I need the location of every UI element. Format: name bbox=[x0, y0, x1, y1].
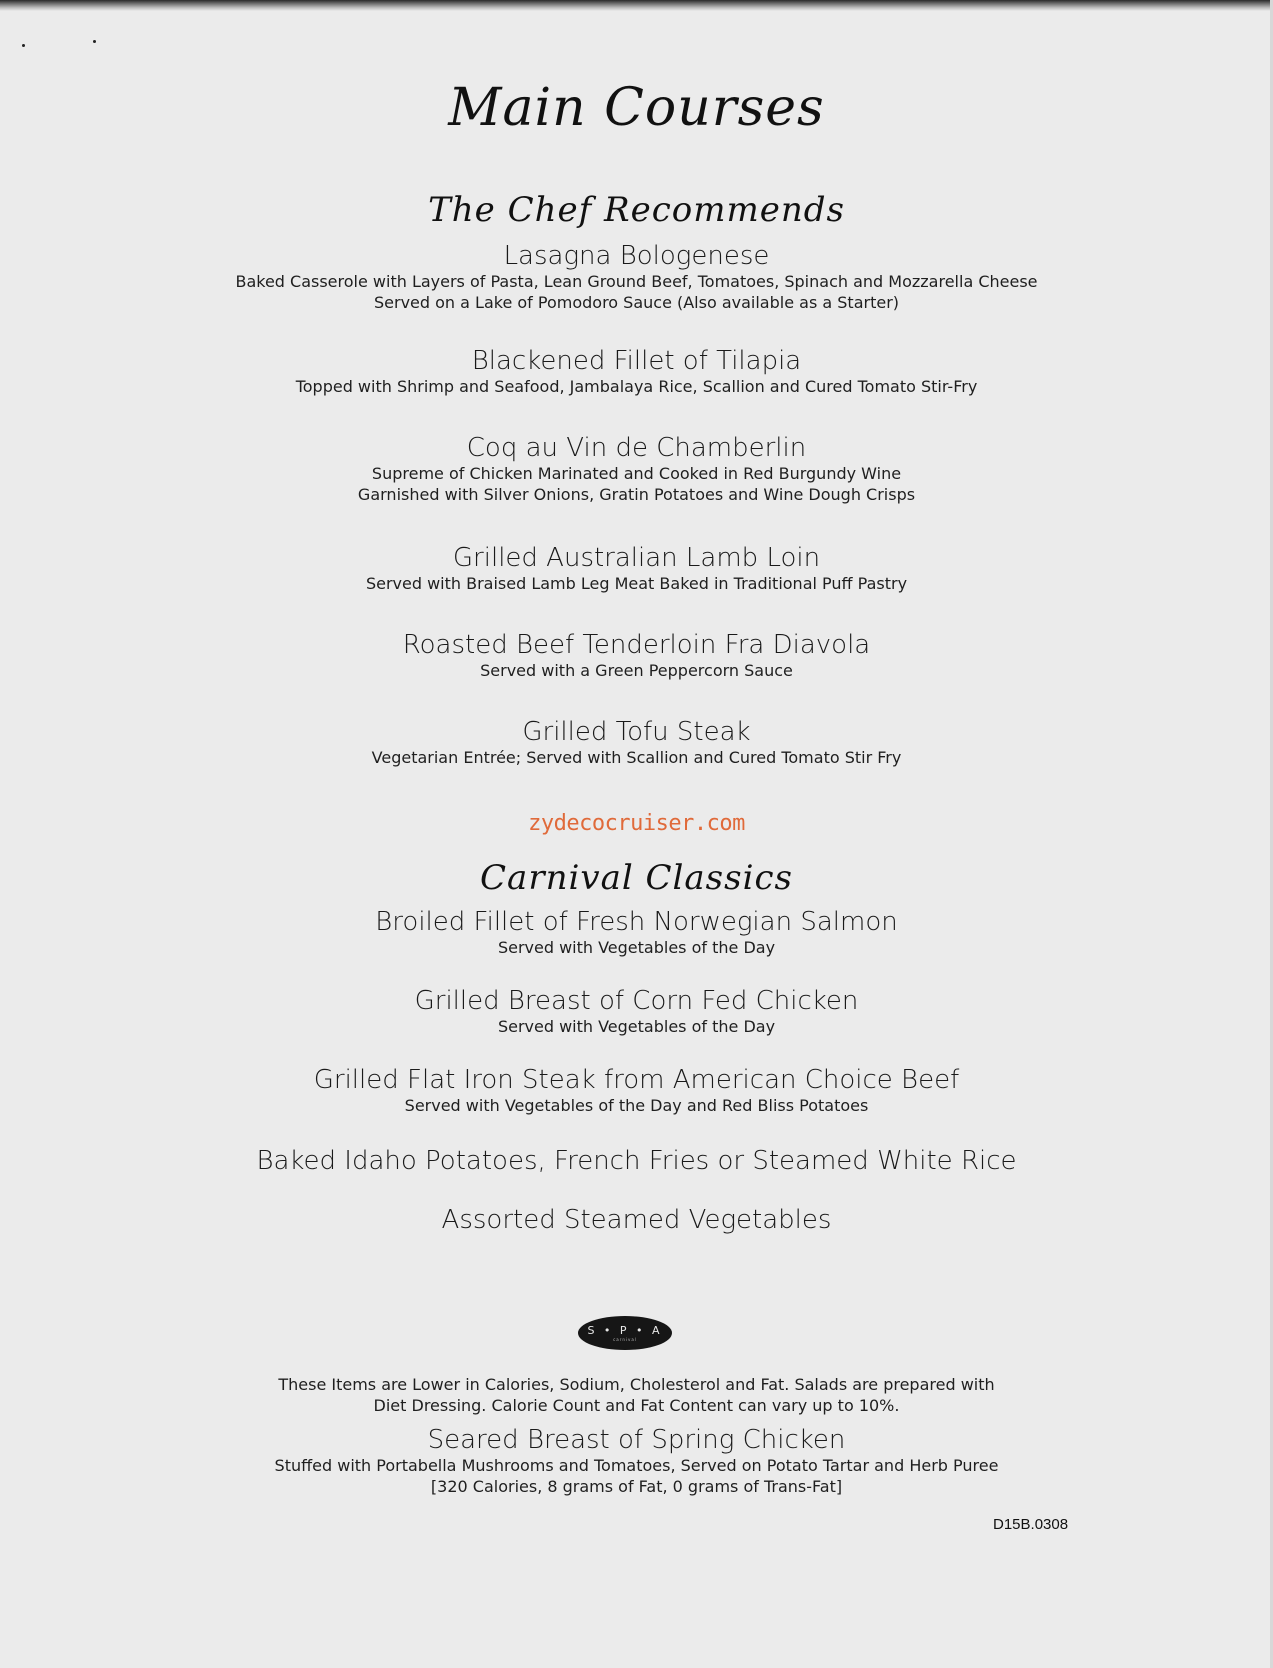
dish-description: Served on a Lake of Pomodoro Sauce (Also available as a Starter) bbox=[373, 293, 900, 312]
dish-name: Blackened Fillet of Tilapia bbox=[471, 346, 802, 376]
menu-item bbox=[0, 986, 1273, 1037]
dish-description: Served with Vegetables of the Day and Red Bliss Potatoes bbox=[404, 1096, 869, 1115]
menu-item bbox=[0, 543, 1273, 594]
dish-description: Vegetarian Entrée; Served with Scallion and Cured Tomato Stir Fry bbox=[371, 748, 902, 767]
scan-speck bbox=[93, 40, 96, 43]
dish-description: Topped with Shrimp and Seafood, Jambalaya Rice, Scallion and Cured Tomato Stir-Fry bbox=[295, 377, 978, 396]
menu-item bbox=[0, 346, 1273, 397]
side-dish: Baked Idaho Potatoes, French Fries or Steamed White Rice bbox=[256, 1146, 1017, 1176]
dish-description: Stuffed with Portabella Mushrooms and Tomatoes, Served on Potato Tartar and Herb Puree bbox=[274, 1456, 999, 1475]
dish-name: Roasted Beef Tenderloin Fra Diavola bbox=[402, 630, 871, 660]
menu-item bbox=[0, 1065, 1273, 1116]
dish-name: Broiled Fillet of Fresh Norwegian Salmon bbox=[375, 907, 898, 937]
dish-name: Grilled Breast of Corn Fed Chicken bbox=[414, 986, 859, 1016]
menu-item bbox=[0, 717, 1273, 768]
dish-description: [320 Calories, 8 grams of Fat, 0 grams of Trans-Fat] bbox=[430, 1477, 843, 1496]
menu-code: D15B.0308 bbox=[993, 1516, 1069, 1533]
spa-logo-text: S • P • A bbox=[587, 1323, 663, 1337]
spa-note-line: These Items are Lower in Calories, Sodium, Cholesterol and Fat. Salads are prepared with bbox=[278, 1375, 995, 1394]
dish-name: Grilled Australian Lamb Loin bbox=[452, 543, 821, 573]
dish-description: Served with Vegetables of the Day bbox=[497, 938, 776, 957]
side-dish: Assorted Steamed Vegetables bbox=[441, 1205, 832, 1235]
spa-note-line: Diet Dressing. Calorie Count and Fat Content can vary up to 10%. bbox=[373, 1396, 900, 1415]
menu-item bbox=[0, 433, 1273, 505]
dish-name: Grilled Tofu Steak bbox=[522, 717, 751, 747]
scan-top-edge bbox=[0, 0, 1273, 11]
chef-section-heading: The Chef Recommends bbox=[428, 190, 845, 230]
spa-menu-item bbox=[0, 1425, 1273, 1497]
dish-name: Seared Breast of Spring Chicken bbox=[427, 1425, 846, 1455]
spa-logo-subtext: carnival bbox=[613, 1336, 637, 1342]
menu-item bbox=[0, 907, 1273, 958]
dish-description: Served with Braised Lamb Leg Meat Baked in Traditional Puff Pastry bbox=[365, 574, 908, 593]
dish-description: Baked Casserole with Layers of Pasta, Lean Ground Beef, Tomatoes, Spinach and Mozzarella Cheese bbox=[235, 272, 1038, 291]
dish-description: Served with a Green Peppercorn Sauce bbox=[480, 661, 793, 680]
classics-section-heading: Carnival Classics bbox=[480, 858, 793, 898]
dish-name: Grilled Flat Iron Steak from American Choice Beef bbox=[313, 1065, 960, 1095]
menu-item bbox=[0, 630, 1273, 681]
dish-description: Served with Vegetables of the Day bbox=[497, 1017, 776, 1036]
dish-name: Lasagna Bologenese bbox=[503, 241, 770, 271]
scan-speck bbox=[22, 44, 25, 47]
page-title: Main Courses bbox=[448, 78, 825, 138]
dish-description: Supreme of Chicken Marinated and Cooked in Red Burgundy Wine bbox=[371, 464, 902, 483]
watermark: zydecocruiser.com bbox=[528, 811, 745, 836]
dish-description: Garnished with Silver Onions, Gratin Potatoes and Wine Dough Crisps bbox=[357, 485, 916, 504]
dish-name: Coq au Vin de Chamberlin bbox=[466, 433, 807, 463]
menu-item bbox=[0, 241, 1273, 313]
spa-note bbox=[0, 1374, 1273, 1416]
spa-logo bbox=[578, 1316, 672, 1350]
